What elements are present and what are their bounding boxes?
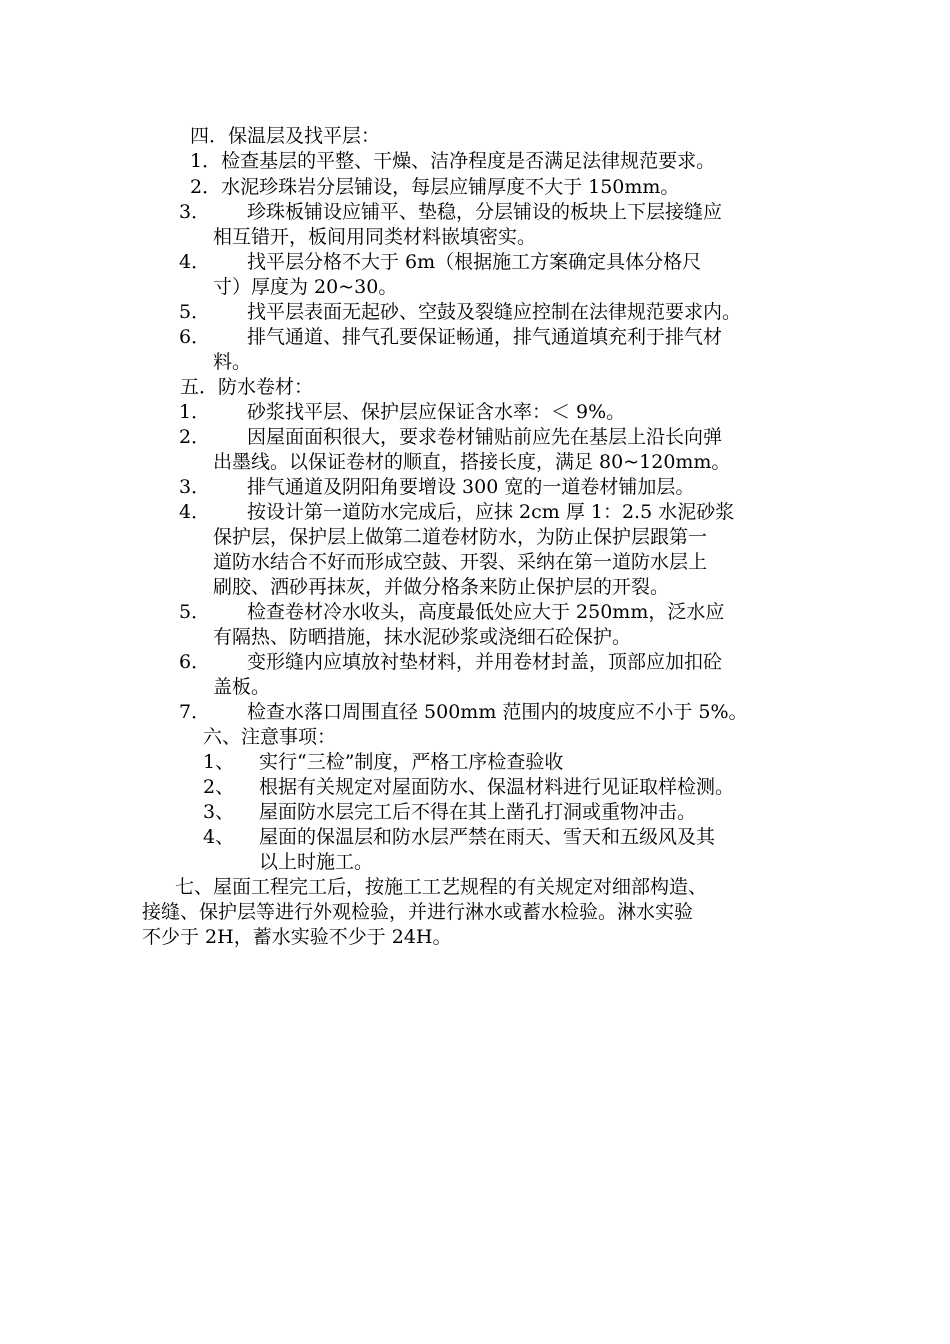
item-number: 3． <box>179 476 211 498</box>
item-text-line-2: 寸）厚度为 20~30。 <box>213 276 398 298</box>
item-text-line-1: 屋面的保温层和防水层严禁在雨天、雪天和五级风及其 <box>259 826 716 848</box>
item-number: 2． <box>190 176 222 198</box>
item-text-line-1: 按设计第一道防水完成后，应抹 2cm 厚 1：2.5 水泥砂浆 <box>247 501 735 523</box>
section-7-line-3: 不少于 2H，蓄水实验不少于 24H。 <box>142 926 452 948</box>
section-7-line-1: 七、屋面工程完工后，按施工工艺规程的有关规定对细部构造、 <box>175 876 708 898</box>
item-text: 砂浆找平层、保护层应保证含水率：＜ 9%。 <box>247 401 626 423</box>
item-text: 检查水落口周围直径 500mm 范围内的坡度应不小于 5%。 <box>247 701 748 723</box>
item-text-line-2: 相互错开，板间用同类材料嵌填密实。 <box>213 226 537 248</box>
item-number: 4、 <box>203 826 235 848</box>
item-text-line-1: 检查卷材冷水收头，高度最低处应大于 250mm，泛水应 <box>247 601 725 623</box>
item-text-line-2: 保护层，保护层上做第二道卷材防水，为防止保护层跟第一 <box>213 526 708 548</box>
item-number: 7． <box>179 701 211 723</box>
item-text: 水泥珍珠岩分层铺设，每层应铺厚度不大于 150mm。 <box>221 176 680 198</box>
item-number: 1． <box>179 401 211 423</box>
item-number: 5． <box>179 301 211 323</box>
section-4-heading: 四．保温层及找平层： <box>190 125 381 147</box>
item-number: 2、 <box>203 776 235 798</box>
item-text-line-2: 料。 <box>213 351 252 373</box>
item-text-line-1: 找平层分格不大于 6m（根据施工方案确定具体分格尺 <box>247 251 702 273</box>
item-number: 1． <box>190 150 222 172</box>
section-4-item-1 <box>190 149 715 174</box>
item-number: 6． <box>179 326 211 348</box>
item-text-line-2: 出墨线。以保证卷材的顺直，搭接长度，满足 80~120mm。 <box>213 451 731 473</box>
section-4-item-2 <box>190 175 679 200</box>
item-text-line-1: 变形缝内应填放衬垫材料，并用卷材封盖，顶部应加扣砼 <box>247 651 723 673</box>
item-number: 3． <box>179 201 211 223</box>
item-number: 5． <box>179 601 211 623</box>
item-text: 实行“三检”制度，严格工序检查验收 <box>259 751 564 773</box>
item-text-line-1: 珍珠板铺设应铺平、垫稳，分层铺设的板块上下层接缝应 <box>247 201 723 223</box>
item-text-line-1: 排气通道、排气孔要保证畅通，排气通道填充利于排气材 <box>247 326 723 348</box>
item-text-line-2: 以上时施工。 <box>259 851 374 873</box>
section-6-heading: 六、注意事项： <box>203 726 337 748</box>
item-number: 3、 <box>203 801 235 823</box>
item-number: 4． <box>179 251 211 273</box>
section-5-heading: 五．防水卷材： <box>180 376 314 398</box>
section-7-line-2: 接缝、保护层等进行外观检验，并进行淋水或蓄水检验。淋水实验 <box>142 901 694 923</box>
item-text-line-4: 刷胶、洒砂再抹灰，并做分格条来防止保护层的开裂。 <box>213 576 670 598</box>
item-text: 找平层表面无起砂、空鼓及裂缝应控制在法律规范要求内。 <box>247 301 742 323</box>
item-text-line-3: 道防水结合不好而形成空鼓、开裂、采纳在第一道防水层上 <box>213 551 708 573</box>
item-text-line-2: 有隔热、防晒措施，抹水泥砂浆或浇细石砼保护。 <box>213 626 632 648</box>
item-number: 1、 <box>203 751 235 773</box>
item-number: 6． <box>179 651 211 673</box>
item-text: 屋面防水层完工后不得在其上凿孔打洞或重物冲击。 <box>259 801 697 823</box>
item-text: 排气通道及阴阳角要增设 300 宽的一道卷材铺加层。 <box>247 476 695 498</box>
item-number: 2． <box>179 426 211 448</box>
item-text-line-2: 盖板。 <box>213 676 271 698</box>
item-text-line-1: 因屋面面积很大，要求卷材铺贴前应先在基层上沿长向弹 <box>247 426 723 448</box>
item-text: 检查基层的平整、干燥、洁净程度是否满足法律规范要求。 <box>221 150 716 172</box>
item-text: 根据有关规定对屋面防水、保温材料进行见证取样检测。 <box>259 776 735 798</box>
item-number: 4． <box>179 501 211 523</box>
